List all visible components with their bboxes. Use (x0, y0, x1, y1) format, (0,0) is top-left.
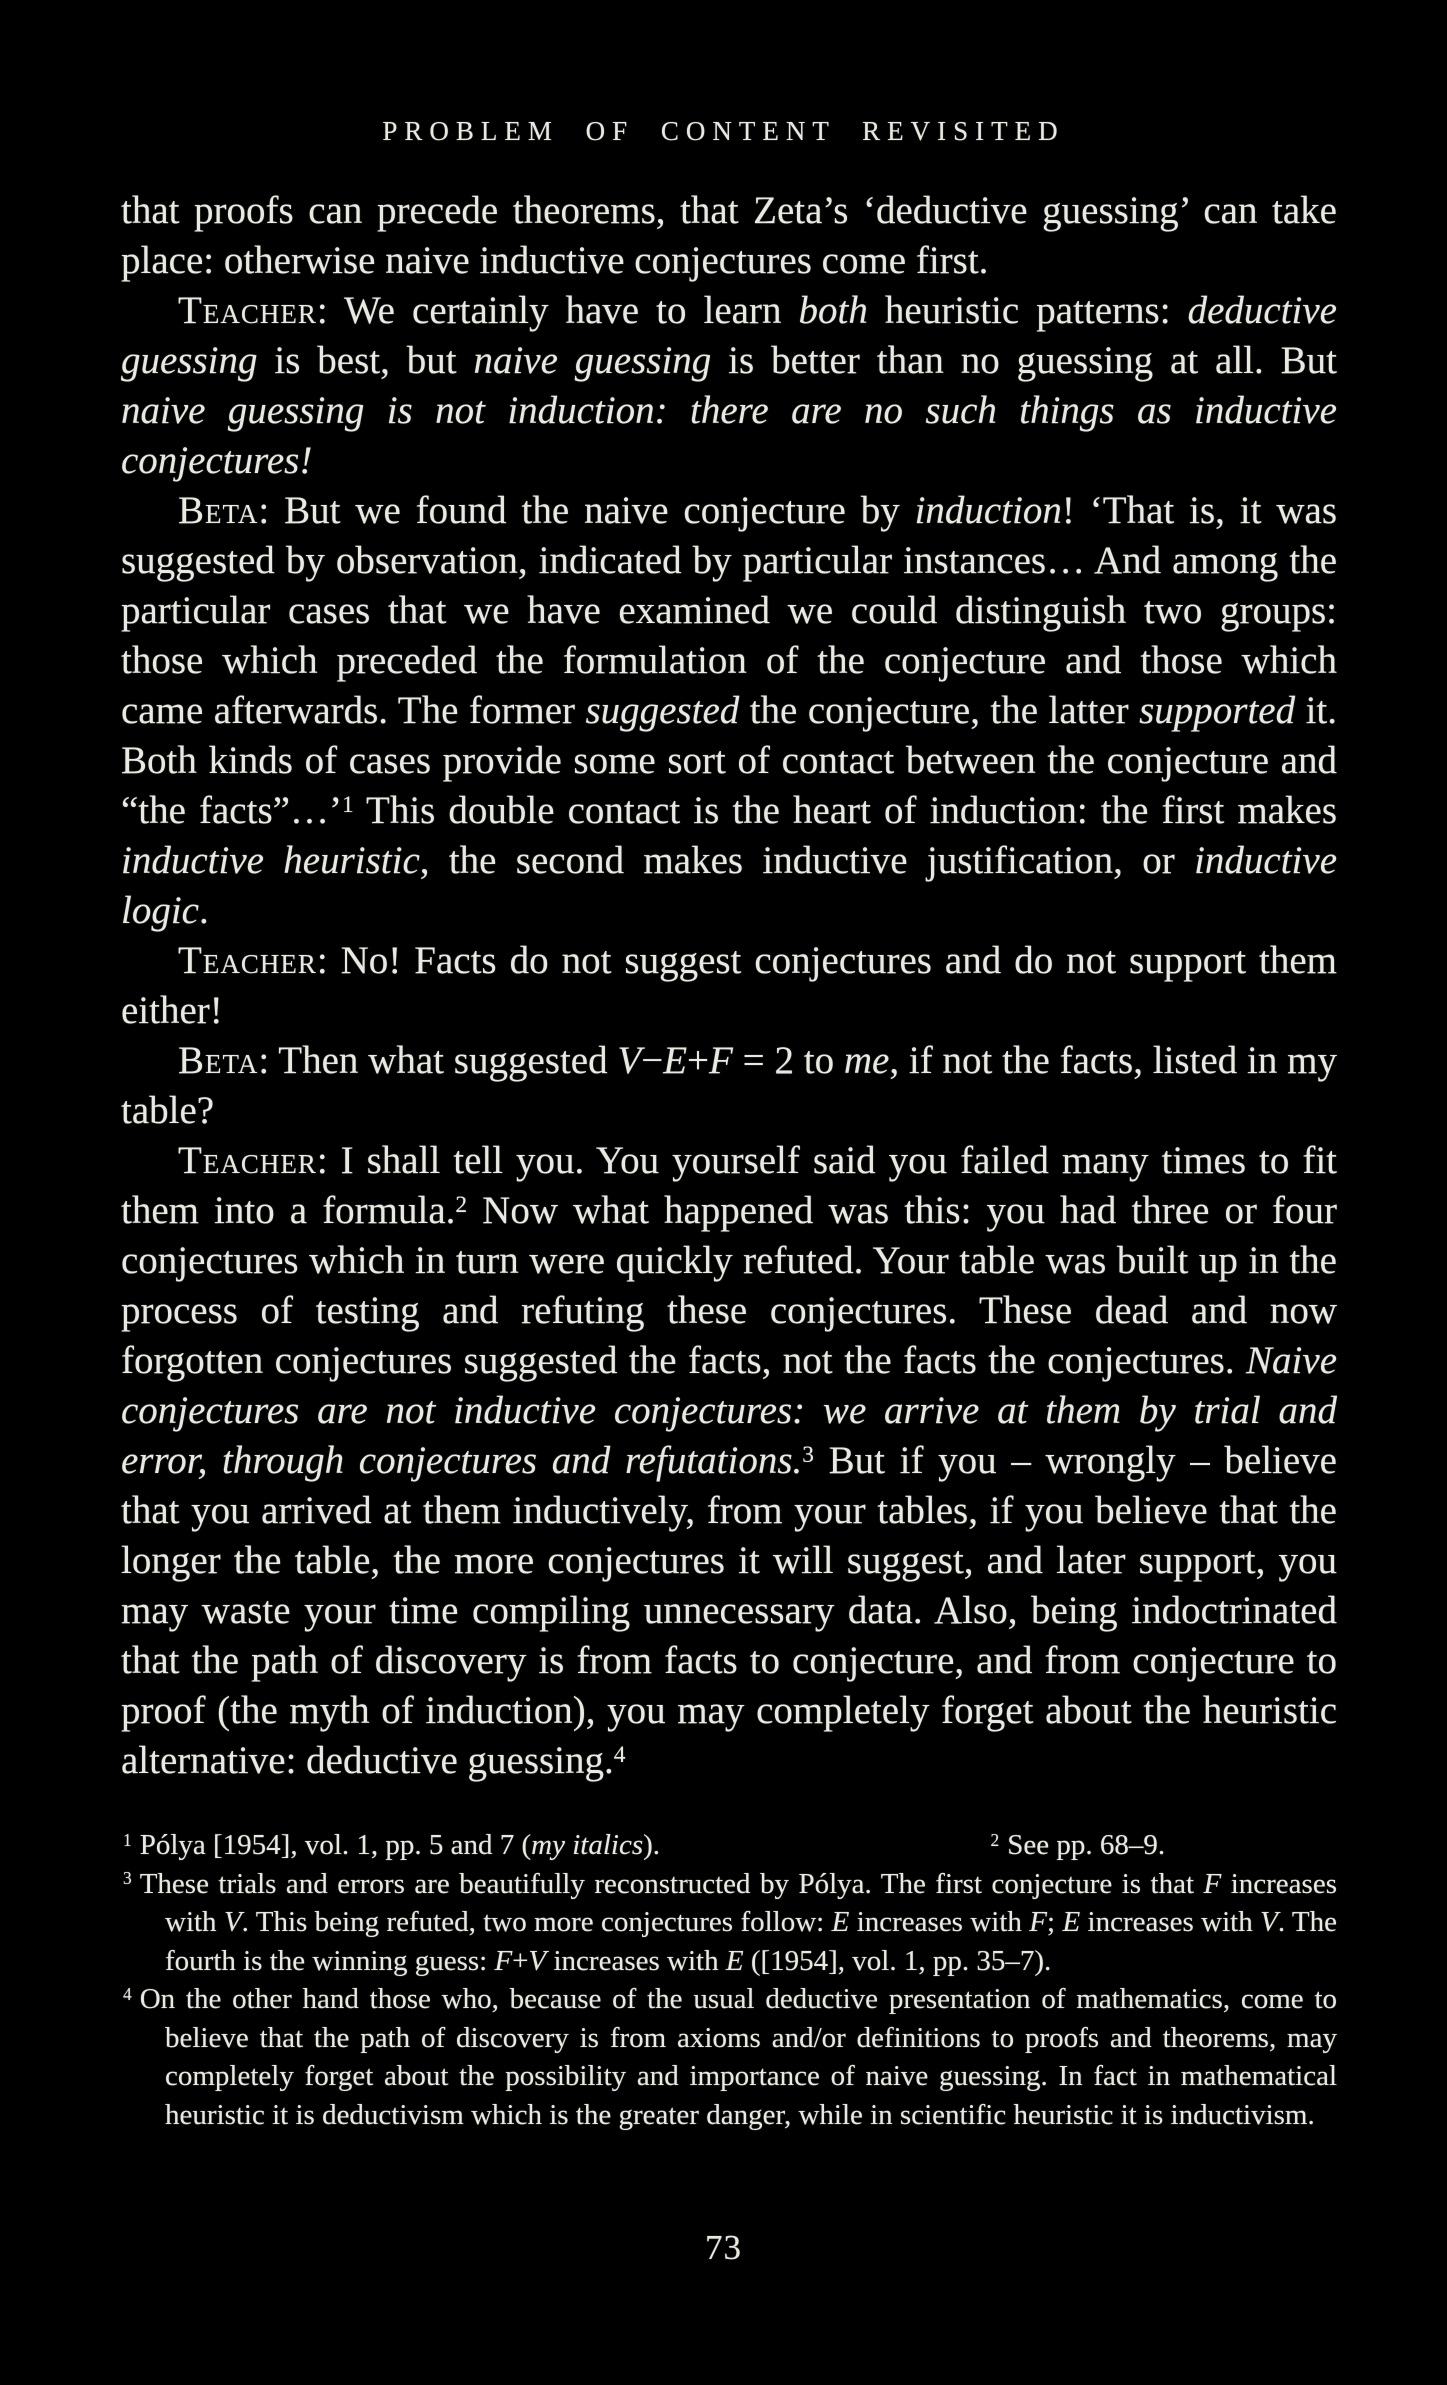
text-run: Naive conjectures are not inductive conjectures: we arrive at them by trial and error, through conjectures and refutations. (121, 1339, 1337, 1482)
footnote-ref: 3 (802, 1441, 814, 1468)
text-run: the conjecture, the latter (739, 689, 1140, 732)
text-run: F (709, 1039, 733, 1082)
text-run: V (1260, 1906, 1278, 1938)
text-run: + (687, 1039, 710, 1082)
speaker-name: Teacher (178, 289, 317, 332)
text-run: E (1062, 1906, 1081, 1938)
text-run: : No! Facts do not suggest conjectures and do not support them either! (121, 939, 1337, 1032)
text-run: ([1954], vol. 1, pp. 35–7). (743, 1944, 1052, 1977)
text-run: ! ‘That is, it was suggested by observation, indicated by particular instances… And among the particular cases that we have examined we could distinguish two groups: those which preceded the formulation of the conjecture and those which came afterwards. The former (121, 489, 1337, 732)
text-run: increases with (546, 1944, 726, 1977)
text-run: V (528, 1944, 547, 1977)
text-run: ). (643, 1829, 661, 1861)
text-run: See pp. 68–9. (1007, 1829, 1166, 1861)
text-run: induction (914, 489, 1062, 532)
paragraph (121, 286, 1337, 486)
text-run: V (223, 1906, 242, 1938)
footnote-number: 4 (123, 1983, 132, 2004)
footnote-row (123, 1826, 1337, 1865)
text-run: E (831, 1906, 850, 1938)
text-run: my italics (531, 1829, 644, 1861)
footnote-3 (123, 1865, 1337, 1981)
footnote-2 (991, 1826, 1337, 1865)
text-run: E (663, 1039, 688, 1082)
footnote-number: 1 (123, 1829, 132, 1850)
footnote-ref: 1 (341, 791, 354, 818)
text-run: On the other hand those who, because of the usual deductive presentation of mathematics, come to believe that the path of discovery is from axioms and/or definitions to proofs and theorems, may completely forget about the possibility and importance of naive guessing. In fact in mathematical heuristic it is deductivism which is the greater danger, while in scientific heuristic it is inductivism. (139, 1983, 1337, 2131)
text-run: − (641, 1039, 664, 1082)
text-run: that proofs can precede theorems, that Zeta’s ‘deductive guessing’ can take place: otherwise naive inductive conjectures come first. (121, 189, 1337, 282)
text-run: , the second makes inductive justification, or (419, 839, 1195, 882)
text-run: These trials and errors are beautifully reconstructed by Pólya. The first conjecture is that (139, 1867, 1204, 1900)
speaker-name: Teacher (178, 939, 317, 982)
text-run: is better than no guessing at all. But (711, 339, 1337, 382)
text-run: increases with (849, 1906, 1030, 1938)
page-number: 73 (705, 2228, 742, 2267)
text-run: both (798, 289, 868, 332)
text-run: increases with (1080, 1906, 1261, 1938)
text-run: Now what happened was this: you had three or four conjectures which in turn were quickly refuted. Your table was built up in the process of testing and refuting these conjectures. These dead and now forgotten conjectures suggested the facts, not the facts the conjectures. (121, 1189, 1337, 1382)
text-run: V (617, 1039, 642, 1082)
text-run: = 2 to (732, 1039, 844, 1082)
running-head: PROBLEM OF CONTENT REVISITED (382, 116, 1065, 146)
text-run: . The fourth is the winning guess: (165, 1906, 1338, 1977)
paragraph (121, 1036, 1337, 1136)
text-run: E (725, 1944, 744, 1977)
body-paragraphs (121, 186, 1337, 1786)
footnote-number: 3 (123, 1868, 132, 1889)
text-run: inductive logic (121, 839, 1337, 932)
paragraph (121, 186, 1337, 286)
paragraph (121, 1136, 1337, 1786)
text-run: naive guessing (473, 339, 712, 382)
text-run: supported (1139, 689, 1296, 732)
text-run: me (843, 1039, 890, 1082)
text-run: F (1203, 1867, 1222, 1900)
text-run: F (494, 1944, 513, 1977)
footnote-number: 2 (990, 1829, 1000, 1850)
footnote-ref: 2 (455, 1191, 468, 1218)
footnotes (123, 1826, 1337, 2134)
text-run: : But we found the naive conjecture by (258, 489, 915, 532)
footnote-4 (123, 1980, 1337, 2134)
text-run: + (512, 1944, 529, 1977)
footnote-row (123, 1980, 1337, 2134)
text-run: inductive heuristic (121, 839, 420, 882)
text-run: This double contact is the heart of induction: the first makes (353, 789, 1338, 832)
text-run: is best, but (257, 339, 474, 382)
text-run: naive guessing is not induction: there are no such things as inductive conjectures! (121, 389, 1337, 482)
text-run: : I shall tell you. You yourself said you failed many times to fit them into a formula. (121, 1139, 1337, 1232)
text-run: . This being refuted, two more conjectures follow: (241, 1906, 832, 1938)
text-run: : We certainly have to learn (316, 289, 799, 332)
footnote-row (123, 1865, 1337, 1981)
paragraph (121, 486, 1337, 936)
text-run: . (198, 889, 209, 932)
paragraph (121, 936, 1337, 1036)
text-run: , if not the facts, listed in my table? (121, 1039, 1337, 1132)
text-run: suggested (585, 689, 740, 732)
footnote-1 (123, 1826, 991, 1865)
text-run: : Then what suggested (258, 1039, 618, 1082)
footnote-ref: 4 (613, 1741, 626, 1768)
text-run: heuristic patterns: (867, 289, 1188, 332)
speaker-name: Teacher (178, 1139, 317, 1182)
text-run: deductive guessing (121, 289, 1337, 382)
text-run: it. Both kinds of cases provide some sort of contact between the conjecture and “the facts”…’ (121, 689, 1337, 832)
text-run: Pólya [1954], vol. 1, pp. 5 and 7 ( (139, 1829, 532, 1861)
text-run: But if you – wrongly – believe that you arrived at them inductively, from your tables, if you believe that the longer the table, the more conjectures it will suggest, and later support, you may waste your time compiling unnecessary data. Also, being indoctrinated that the path of discovery is from facts to conjecture, and from conjecture to proof (the myth of induction), you may completely forget about the heuristic alternative: deductive guessing. (121, 1439, 1337, 1782)
speaker-name: Beta (178, 489, 259, 532)
text-run: F (1029, 1906, 1047, 1938)
speaker-name: Beta (178, 1039, 259, 1082)
text-run: increases with (165, 1867, 1337, 1938)
text-run: ; (1047, 1906, 1063, 1938)
